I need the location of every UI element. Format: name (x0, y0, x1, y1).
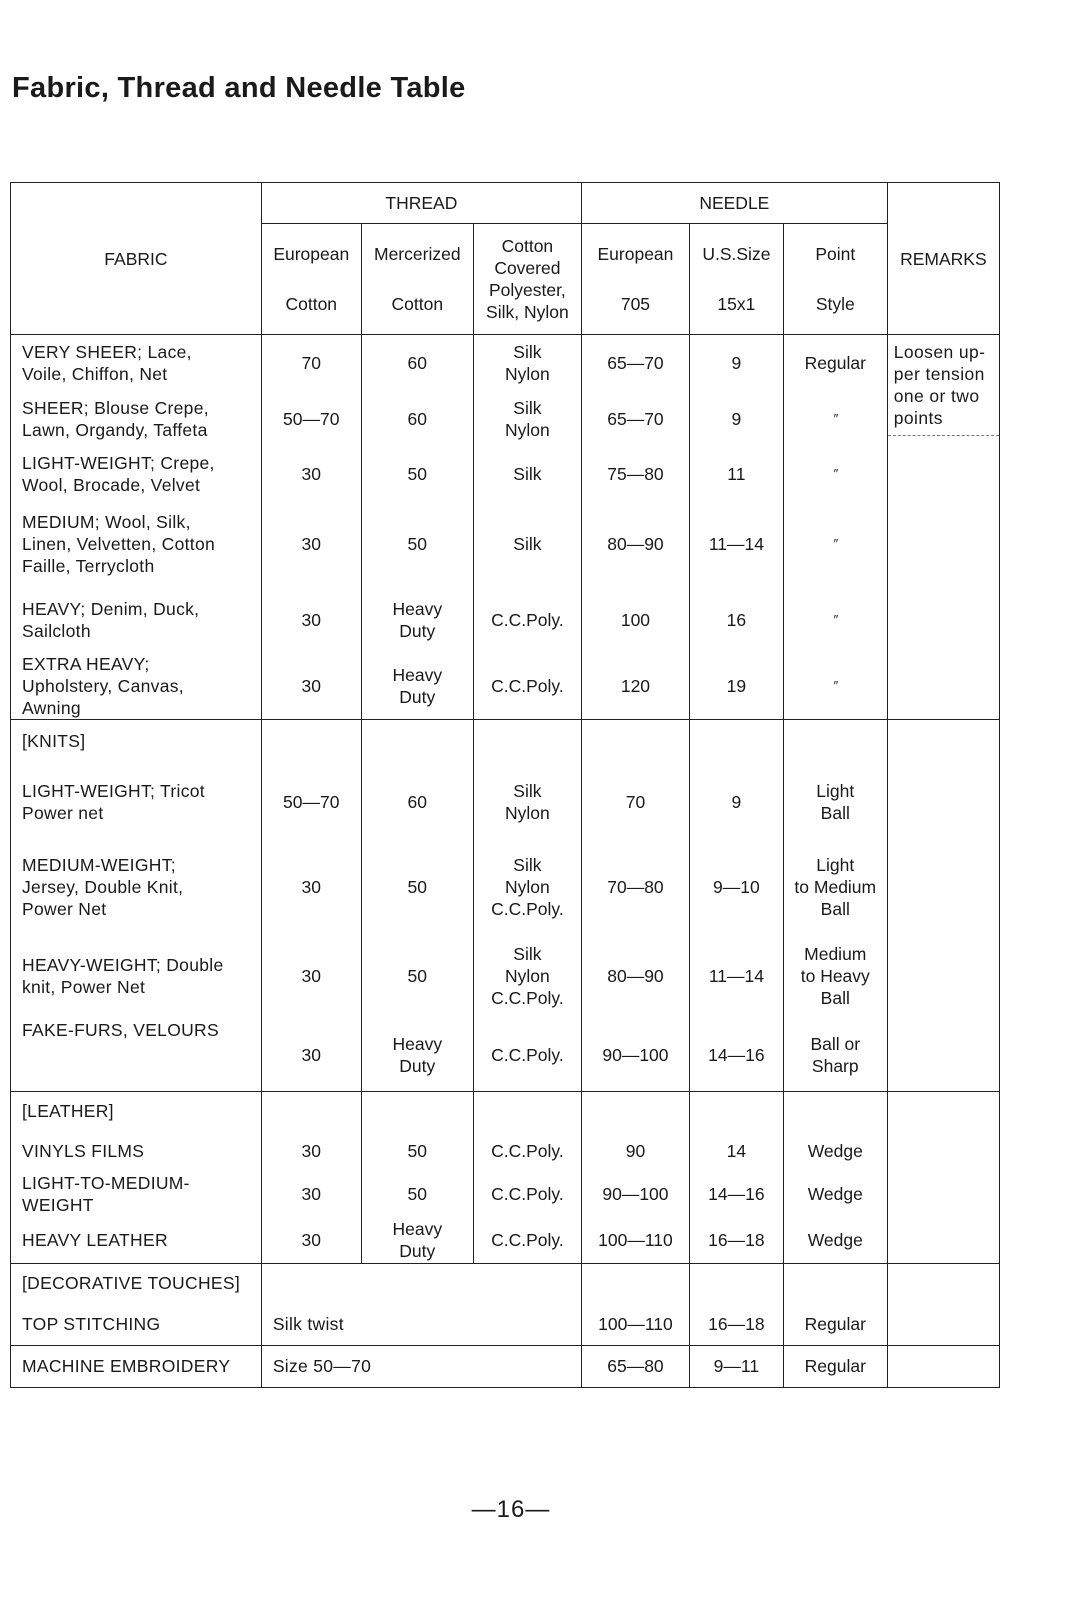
table-row (11, 1345, 1000, 1387)
table-row (11, 1303, 1000, 1345)
header-mercerized-cotton: Mercerized Cotton (361, 224, 473, 335)
header-point-style: Point Style (783, 224, 887, 335)
fabric-thread-needle-table (10, 182, 1000, 1388)
mercerized-cotton-cell: 50 (361, 1171, 473, 1217)
european-cotton-cell: 30 (261, 1171, 361, 1217)
european-705-cell: 70 (581, 763, 689, 841)
european-705-cell: 75—80 (581, 447, 689, 501)
fabric-cell: MACHINE EMBROIDERY (11, 1345, 262, 1387)
mercerized-cotton-cell: 60 (361, 763, 473, 841)
european-705-cell: 90—100 (581, 1019, 689, 1091)
us-size-cell: 9 (689, 335, 783, 391)
header-european-705: European 705 (581, 224, 689, 335)
us-size-cell: 9—11 (689, 1345, 783, 1387)
table-row (11, 1019, 1000, 1091)
section-heading-row (11, 1091, 1000, 1131)
table-row (11, 653, 1000, 720)
european-cotton-cell: 30 (261, 501, 361, 587)
mercerized-cotton-cell: 50 (361, 447, 473, 501)
table-row (11, 1131, 1000, 1171)
european-705-cell: 65—70 (581, 391, 689, 447)
cotton-covered-cell: Silk (473, 447, 581, 501)
remarks-cell (887, 1345, 999, 1387)
us-size-cell: 9 (689, 763, 783, 841)
us-size-cell: 9 (689, 391, 783, 447)
point-style-cell: ″ (783, 653, 887, 720)
point-style-cell: Ball or Sharp (783, 1019, 887, 1091)
european-705-cell: 70—80 (581, 841, 689, 933)
remarks-cell (887, 1019, 999, 1091)
header-fabric: FABRIC (11, 183, 262, 335)
european-705-cell: 120 (581, 653, 689, 720)
fabric-cell: HEAVY LEATHER (11, 1217, 262, 1263)
us-size-cell: 16 (689, 587, 783, 653)
mercerized-cotton-cell: 50 (361, 1131, 473, 1171)
fabric-cell: MEDIUM; Wool, Silk, Linen, Velvetten, Cotton Faille, Terrycloth (11, 501, 262, 587)
cotton-covered-cell: Silk Nylon C.C.Poly. (473, 933, 581, 1019)
header-needle: NEEDLE (581, 183, 887, 224)
section-heading-leather: [LEATHER] (11, 1091, 262, 1131)
fabric-cell: VINYLS FILMS (11, 1131, 262, 1171)
page-title: Fabric, Thread and Needle Table (12, 72, 466, 104)
fabric-cell: FAKE-FURS, VELOURS (11, 1019, 262, 1091)
table-row (11, 335, 1000, 391)
cotton-covered-cell: C.C.Poly. (473, 653, 581, 720)
table-row (11, 587, 1000, 653)
point-style-cell: Light to Medium Ball (783, 841, 887, 933)
point-style-cell: Light Ball (783, 763, 887, 841)
european-cotton-cell: 30 (261, 841, 361, 933)
table-row (11, 447, 1000, 501)
fabric-cell: VERY SHEER; Lace, Voile, Chiffon, Net (11, 335, 262, 391)
mercerized-cotton-cell: Heavy Duty (361, 587, 473, 653)
us-size-cell: 14 (689, 1131, 783, 1171)
european-705-cell: 100 (581, 587, 689, 653)
european-cotton-cell: 30 (261, 1019, 361, 1091)
table-row (11, 501, 1000, 587)
cotton-covered-cell: C.C.Poly. (473, 587, 581, 653)
mercerized-cotton-cell: 60 (361, 391, 473, 447)
european-cotton-cell: 50—70 (261, 391, 361, 447)
remarks-cell (887, 1217, 999, 1263)
header-remarks: REMARKS (887, 183, 999, 335)
european-705-cell: 100—110 (581, 1303, 689, 1345)
table-row (11, 1171, 1000, 1217)
point-style-cell: ″ (783, 447, 887, 501)
european-cotton-cell: 30 (261, 653, 361, 720)
section-heading-decorative: [DECORATIVE TOUCHES] (11, 1263, 262, 1303)
remarks-cell (887, 1171, 999, 1217)
us-size-cell: 14—16 (689, 1019, 783, 1091)
header-thread: THREAD (261, 183, 581, 224)
point-style-cell: ″ (783, 587, 887, 653)
remarks-cell (887, 841, 999, 933)
fabric-cell: LIGHT-WEIGHT; Tricot Power net (11, 763, 262, 841)
cotton-covered-cell: Silk Nylon (473, 391, 581, 447)
european-cotton-cell: 30 (261, 587, 361, 653)
european-cotton-cell: 30 (261, 933, 361, 1019)
mercerized-cotton-cell: 50 (361, 933, 473, 1019)
mercerized-cotton-cell: 50 (361, 501, 473, 587)
point-style-cell: Wedge (783, 1217, 887, 1263)
point-style-cell: ″ (783, 391, 887, 447)
remarks-cell (887, 335, 999, 720)
thread-cell: Silk twist (261, 1303, 581, 1345)
table-row (11, 933, 1000, 1019)
point-style-cell: Regular (783, 1345, 887, 1387)
point-style-cell: Regular (783, 1303, 887, 1345)
table-row (11, 841, 1000, 933)
table-row (11, 1217, 1000, 1263)
point-style-cell: Medium to Heavy Ball (783, 933, 887, 1019)
mercerized-cotton-cell: Heavy Duty (361, 653, 473, 720)
european-cotton-cell: 30 (261, 1217, 361, 1263)
mercerized-cotton-cell: 60 (361, 335, 473, 391)
european-cotton-cell: 30 (261, 1131, 361, 1171)
us-size-cell: 19 (689, 653, 783, 720)
cotton-covered-cell: Silk Nylon C.C.Poly. (473, 841, 581, 933)
table-row (11, 391, 1000, 447)
cotton-covered-cell: Silk Nylon (473, 335, 581, 391)
european-705-cell: 90—100 (581, 1171, 689, 1217)
point-style-cell: Wedge (783, 1131, 887, 1171)
european-cotton-cell: 30 (261, 447, 361, 501)
european-705-cell: 65—80 (581, 1345, 689, 1387)
header-european-cotton: European Cotton (261, 224, 361, 335)
european-705-cell: 80—90 (581, 933, 689, 1019)
european-705-cell: 65—70 (581, 335, 689, 391)
remarks-cell (887, 1131, 999, 1171)
fabric-cell: TOP STITCHING (11, 1303, 262, 1345)
fabric-cell: MEDIUM-WEIGHT; Jersey, Double Knit, Power Net (11, 841, 262, 933)
header-us-size: U.S.Size 15x1 (689, 224, 783, 335)
point-style-cell: Wedge (783, 1171, 887, 1217)
table-row (11, 763, 1000, 841)
us-size-cell: 11 (689, 447, 783, 501)
remarks-cell (887, 1303, 999, 1345)
mercerized-cotton-cell: Heavy Duty (361, 1217, 473, 1263)
section-heading-knits: [KNITS] (11, 719, 262, 763)
header-cotton-covered-polyester: Cotton Covered Polyester, Silk, Nylon (473, 224, 581, 335)
us-size-cell: 9—10 (689, 841, 783, 933)
mercerized-cotton-cell: 50 (361, 841, 473, 933)
mercerized-cotton-cell: Heavy Duty (361, 1019, 473, 1091)
cotton-covered-cell: Silk Nylon (473, 763, 581, 841)
fabric-cell: EXTRA HEAVY; Upholstery, Canvas, Awning (11, 653, 262, 720)
us-size-cell: 11—14 (689, 501, 783, 587)
fabric-cell: LIGHT-WEIGHT; Crepe, Wool, Brocade, Velvet (11, 447, 262, 501)
cotton-covered-cell: Silk (473, 501, 581, 587)
fabric-cell: LIGHT-TO-MEDIUM- WEIGHT (11, 1171, 262, 1217)
section-heading-row (11, 719, 1000, 763)
us-size-cell: 16—18 (689, 1217, 783, 1263)
fabric-cell: SHEER; Blouse Crepe, Lawn, Organdy, Taffeta (11, 391, 262, 447)
european-705-cell: 80—90 (581, 501, 689, 587)
cotton-covered-cell: C.C.Poly. (473, 1019, 581, 1091)
european-cotton-cell: 50—70 (261, 763, 361, 841)
point-style-cell: ″ (783, 501, 887, 587)
us-size-cell: 16—18 (689, 1303, 783, 1345)
remarks-cell (887, 763, 999, 841)
cotton-covered-cell: C.C.Poly. (473, 1217, 581, 1263)
fabric-cell: HEAVY-WEIGHT; Double knit, Power Net (11, 933, 262, 1019)
european-cotton-cell: 70 (261, 335, 361, 391)
cotton-covered-cell: C.C.Poly. (473, 1131, 581, 1171)
european-705-cell: 90 (581, 1131, 689, 1171)
section-heading-row (11, 1263, 1000, 1303)
cotton-covered-cell: C.C.Poly. (473, 1171, 581, 1217)
remarks-cell (887, 933, 999, 1019)
us-size-cell: 14—16 (689, 1171, 783, 1217)
point-style-cell: Regular (783, 335, 887, 391)
fabric-cell: HEAVY; Denim, Duck, Sailcloth (11, 587, 262, 653)
thread-cell: Size 50—70 (261, 1345, 581, 1387)
remarks-note: Loosen up- per tension one or two points (888, 335, 999, 436)
us-size-cell: 11—14 (689, 933, 783, 1019)
european-705-cell: 100—110 (581, 1217, 689, 1263)
page-number: —16— (471, 1496, 551, 1523)
